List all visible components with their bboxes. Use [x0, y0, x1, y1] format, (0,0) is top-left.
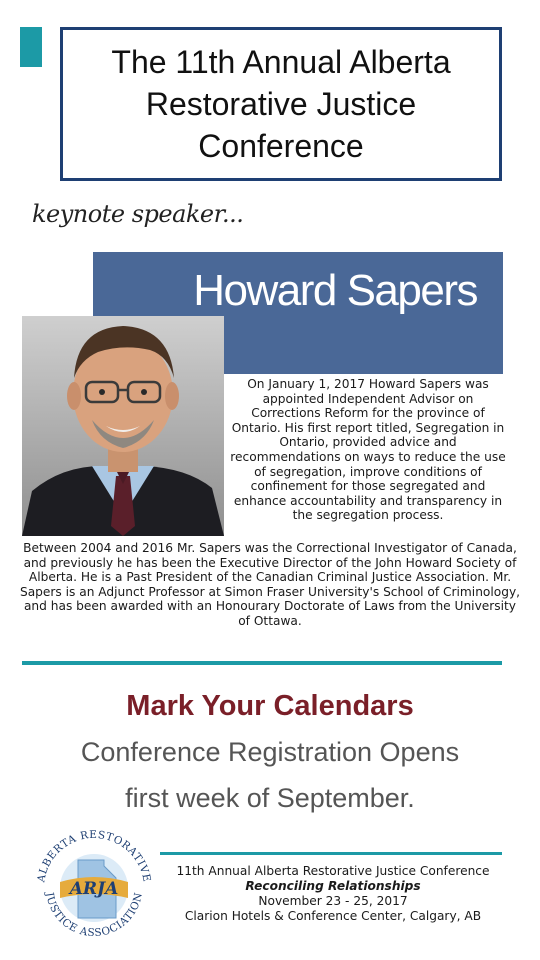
logo-bottom-text: JUSTICE ASSOCIATION — [43, 891, 145, 940]
speaker-name: Howard Sapers — [193, 266, 477, 315]
speaker-photo — [22, 316, 224, 536]
speaker-portrait-image — [22, 316, 224, 536]
speaker-bio-career: Between 2004 and 2016 Mr. Sapers was the Correctional Investigator of Canada, and previously he has been the Executive Director of the John Howard Society of Alberta. He is a Past President of the Canadian Criminal Justice Association. Mr. Sapers is an Adjunct Professor at Simon Fraser University's School of Criminology, and has been awarded with an Honourary Doctorate of Laws from the University of Ottawa. — [19, 541, 521, 628]
keynote-speaker-label: keynote speaker... — [32, 200, 244, 228]
arja-logo — [30, 822, 158, 942]
conference-details — [150, 864, 516, 924]
footer-dates: November 23 - 25, 2017 — [258, 894, 408, 908]
footer-venue: Clarion Hotels & Conference Center, Calgary, AB — [184, 909, 482, 923]
section-divider — [22, 661, 502, 665]
accent-square — [20, 27, 42, 67]
conference-title — [111, 41, 450, 167]
registration-line-2: first week of September. — [125, 783, 415, 813]
arja-acronym: ARJA — [69, 879, 119, 899]
speaker-bio-intro: On January 1, 2017 Howard Sapers was appointed Independent Advisor on Corrections Reform for the province of Ontario. His first report titled, Segregation in Ontario, provided advice and recommendations on ways to reduce the use of segregation, improve conditions of confinement for those segregated and enhance accountability and transparency in the segregation process. — [230, 377, 506, 523]
title-line-3: Conference — [198, 128, 364, 164]
footer-conference-name: 11th Annual Alberta Restorative Justice Conference — [176, 864, 490, 878]
title-line-2: Restorative Justice — [145, 86, 417, 122]
logo-top-text: ALBERTA RESTORATIVE — [35, 828, 153, 884]
title-line-1: The 11th Annual Alberta — [111, 44, 451, 80]
footer-divider — [160, 852, 502, 855]
conference-title-box — [60, 27, 502, 181]
mark-your-calendars-heading: Mark Your Calendars — [126, 690, 414, 722]
footer-theme: Reconciling Relationships — [245, 879, 421, 893]
arja-logo-emblem — [30, 822, 158, 942]
registration-line-1: Conference Registration Opens — [80, 737, 460, 767]
